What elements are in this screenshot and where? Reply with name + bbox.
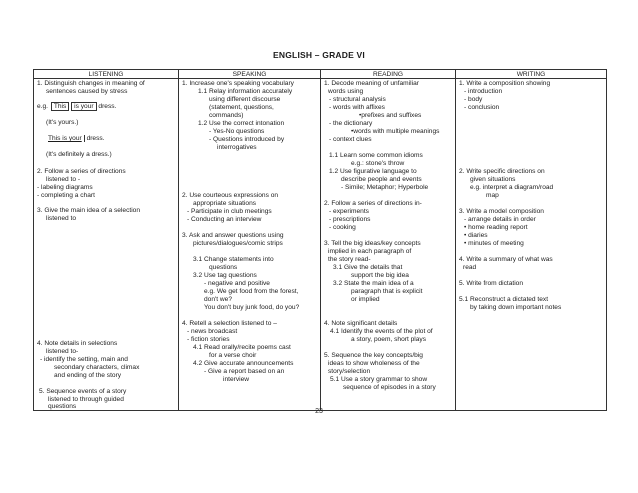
- listening-bullet-identify-cont2: and ending of the story: [54, 372, 122, 379]
- speaking-item-3-1-cont: questions: [209, 264, 238, 271]
- reading-bullet-figures: - Simile; Metaphor; Hyperbole: [341, 184, 429, 191]
- speaking-bullet-fiction: - fiction stories: [187, 336, 230, 343]
- reading-bullet-dictionary: - the dictionary: [329, 120, 373, 127]
- speaking-item-4-2: 4.2 Give accurate announcements: [193, 360, 294, 367]
- reading-bullet-context: - context clues: [329, 136, 372, 143]
- header-speaking: SPEAKING: [179, 70, 321, 79]
- speaking-item-3-cont: pictures/dialogues/comic strips: [193, 240, 283, 247]
- reading-item-3-2: 3.2 State the main idea of a: [333, 280, 414, 287]
- speaking-item-3: 3. Ask and answer questions using: [182, 232, 284, 239]
- reading-item-5-cont1: ideas to show wholeness of the: [328, 360, 420, 367]
- speaking-item-1-2: 1.2 Use the correct intonation: [198, 120, 285, 127]
- writing-item-4: 4. Write a summary of what was: [459, 256, 553, 263]
- example-word: dress.: [98, 103, 117, 110]
- writing-item-5-1: 5.1 Reconstruct a dictated text: [459, 296, 549, 303]
- reading-item-1-1: 1.1 Learn some common idioms: [329, 152, 423, 159]
- reading-bullet-structural: - structural analysis: [329, 96, 386, 103]
- writing-bullet-body: - body: [464, 96, 483, 103]
- reading-item-3-2-cont2: or implied: [351, 296, 380, 303]
- speaking-cell: [179, 79, 321, 411]
- speaking-item-2-cont: appropriate situations: [193, 200, 257, 207]
- writing-item-2-example-cont: map: [486, 192, 499, 199]
- reading-subbullet-prefixes: •prefixes and suffixes: [359, 112, 422, 119]
- listening-item-5-cont2: questions: [48, 403, 77, 410]
- writing-subbullet-home: • home reading report: [464, 224, 528, 231]
- content-row: [34, 79, 607, 411]
- reading-bullet-cooking: - cooking: [329, 224, 356, 231]
- writing-bullet-conclusion: - conclusion: [464, 104, 500, 111]
- speaking-item-1-1-cont3: commands): [209, 112, 244, 119]
- speaking-item-2: 2. Use courteous expressions on: [182, 192, 279, 199]
- listening-item-2-cont: listened to -: [46, 176, 81, 183]
- listening-item-3: 3. Give the main idea of a selection: [37, 207, 140, 214]
- reading-cell: [321, 79, 456, 411]
- speaking-item-1-1-cont1: using different discourse: [209, 96, 281, 103]
- reading-item-3-cont2: the story read-: [328, 256, 371, 263]
- speaking-item-3-2: 3.2 Use tag questions: [193, 272, 257, 279]
- page-number: 23: [315, 408, 323, 415]
- writing-bullet-arrange: - arrange details in order: [464, 216, 536, 223]
- listening-example-2: [46, 135, 105, 143]
- reading-bullet-affixes: - words with affixes: [329, 104, 385, 111]
- reading-item-5-1-cont: sequence of episodes in a story: [343, 384, 436, 391]
- speaking-item-4-1: 4.1 Read orally/recite poems cast: [193, 344, 291, 351]
- speaking-item-4: 4. Retell a selection listened to –: [182, 320, 277, 327]
- listening-example-1: [37, 103, 116, 111]
- listening-bullet-labeling: - labeling diagrams: [37, 184, 93, 191]
- speaking-item-3-1: 3.1 Change statements into: [193, 256, 274, 263]
- listening-example-2-note: (It's definitely a dress.): [46, 151, 112, 158]
- writing-item-3: 3. Write a model composition: [459, 208, 544, 215]
- reading-item-3-cont1: implied in each paragraph of: [328, 248, 412, 255]
- writing-item-2: 2. Write specific directions on: [459, 168, 545, 175]
- header-reading: READING: [321, 70, 456, 79]
- speaking-bullet-report-cont: interview: [223, 376, 250, 383]
- header-writing: WRITING: [456, 70, 607, 79]
- listening-item-4: 4. Note details in selections: [37, 340, 118, 347]
- listening-item-5-cont1: listened to through guided: [48, 396, 124, 403]
- reading-item-1: 1. Decode meaning of unfamiliar: [324, 80, 419, 87]
- writing-item-5: 5. Write from dictation: [459, 280, 524, 287]
- speaking-bullet-questions-cont: interrogatives: [217, 144, 257, 151]
- reading-item-1-2: 1.2 Use figurative language to: [329, 168, 417, 175]
- speaking-bullet-news: - news broadcast: [187, 328, 238, 335]
- reading-item-1-cont: words using: [328, 88, 364, 95]
- listening-example-1-note: (It's yours.): [46, 119, 79, 126]
- reading-subbullet-multiple: •words with multiple meanings: [351, 128, 440, 135]
- writing-item-2-example: e.g. interpret a diagram/road: [470, 184, 554, 191]
- reading-item-1-1-example: e.g.: stone's throw: [351, 160, 405, 167]
- listening-bullet-identify-cont1: secondary characters, climax: [54, 364, 140, 371]
- speaking-bullet-interview: - Conducting an interview: [187, 216, 262, 223]
- reading-item-5-cont2: story/selection: [328, 368, 371, 375]
- listening-item-3-cont: listened to: [46, 215, 77, 222]
- listening-bullet-chart: - completing a chart: [37, 192, 95, 199]
- example-word-2: dress.: [86, 135, 105, 142]
- reading-bullet-experiments: - experiments: [329, 208, 369, 215]
- reading-item-3: 3. Tell the big ideas/key concepts: [324, 240, 421, 247]
- speaking-item-4-1-cont: for a verse choir: [209, 352, 257, 359]
- example-box-2: This is your: [46, 135, 85, 142]
- speaking-example-1: e.g. We get food from the forest,: [204, 288, 299, 295]
- writing-cell: [456, 79, 607, 411]
- speaking-bullet-club: - Participate in club meetings: [187, 208, 272, 215]
- writing-subbullet-minutes: • minutes of meeting: [464, 240, 524, 247]
- speaking-example-2: You don't buy junk food, do you?: [204, 304, 300, 311]
- reading-item-5-1: 5.1 Use a story grammar to show: [330, 376, 428, 383]
- writing-item-1: 1. Write a composition showing: [459, 80, 551, 87]
- eg-label: e.g.: [37, 103, 48, 110]
- speaking-bullet-questions: - Questions introduced by: [209, 136, 285, 143]
- writing-item-4-cont: read: [463, 264, 477, 271]
- reading-item-4: 4. Note significant details: [324, 320, 398, 327]
- listening-item-1-cont: sentences caused by stress: [46, 88, 128, 95]
- speaking-bullet-yes-no: - Yes-No questions: [209, 128, 265, 135]
- reading-item-4-1-cont: a story, poem, short plays: [351, 336, 427, 343]
- writing-item-2-cont: given situations: [470, 176, 516, 183]
- reading-bullet-prescriptions: - prescriptions: [329, 216, 371, 223]
- listening-item-1: 1. Distinguish changes in meaning of: [37, 80, 145, 87]
- reading-item-4-1: 4.1 Identify the events of the plot of: [330, 328, 433, 335]
- reading-item-3-1-cont: support the big idea: [351, 272, 409, 279]
- listening-item-5: 5. Sequence events of a story: [39, 388, 127, 395]
- speaking-bullet-report: - Give a report based on an: [204, 368, 285, 375]
- writing-bullet-intro: - introduction: [464, 88, 503, 95]
- example-box: is your: [71, 102, 96, 111]
- header-row: [34, 70, 607, 79]
- speaking-example-1-cont: don't we?: [204, 296, 233, 303]
- page-title: ENGLISH – GRADE VI: [273, 50, 365, 60]
- listening-cell: [34, 79, 179, 411]
- reading-item-1-2-cont: describe people and events: [341, 176, 422, 183]
- speaking-bullet-tag: - negative and positive: [204, 280, 270, 287]
- curriculum-table: [33, 69, 607, 411]
- header-listening: LISTENING: [34, 70, 179, 79]
- reading-item-2: 2. Follow a series of directions in-: [324, 200, 422, 207]
- listening-item-2: 2. Follow a series of directions: [37, 168, 126, 175]
- stressed-word-box: This: [51, 102, 69, 111]
- reading-item-3-1: 3.1 Give the details that: [333, 264, 403, 271]
- reading-item-5: 5. Sequence the key concepts/big: [324, 352, 423, 359]
- listening-bullet-identify: - identify the setting, main and: [40, 356, 128, 363]
- speaking-item-1: 1. Increase one's speaking vocabulary: [182, 80, 294, 87]
- speaking-item-1-1: 1.1 Relay information accurately: [198, 88, 293, 95]
- reading-item-3-2-cont1: paragraph that is explicit: [351, 288, 423, 295]
- listening-item-4-cont: listened to-: [46, 348, 79, 355]
- writing-item-5-1-cont: by taking down important notes: [470, 304, 562, 311]
- writing-subbullet-diaries: • diaries: [464, 232, 488, 239]
- speaking-item-1-1-cont2: (statement, questions,: [209, 104, 274, 111]
